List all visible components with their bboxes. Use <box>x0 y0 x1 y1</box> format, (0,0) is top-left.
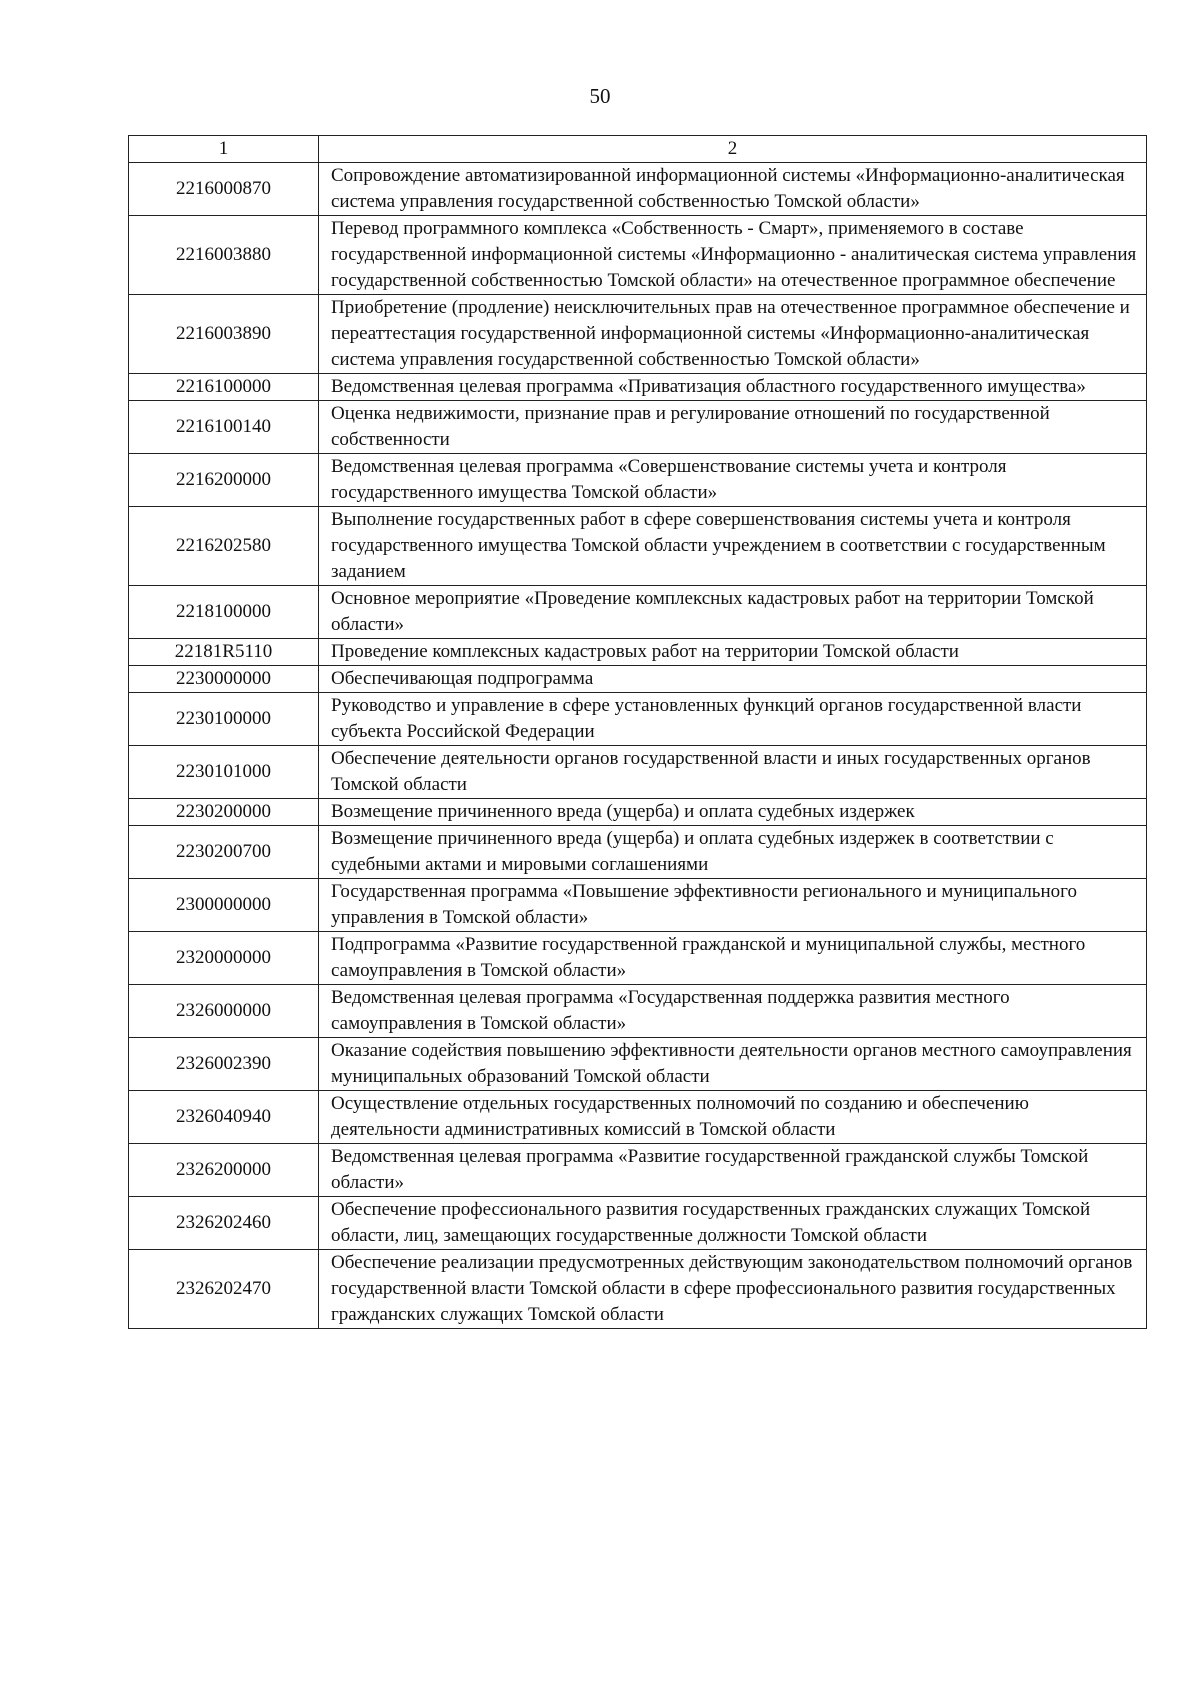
code-cell: 2326202470 <box>129 1250 319 1329</box>
table-row <box>129 879 1147 932</box>
code-cell: 2320000000 <box>129 932 319 985</box>
name-cell: Ведомственная целевая программа «Развитие государственной гражданской службы Томской области» <box>319 1144 1147 1197</box>
table-row <box>129 746 1147 799</box>
code-cell: 2326002390 <box>129 1038 319 1091</box>
name-cell: Руководство и управление в сфере установленных функций органов государственной власти субъекта Российской Федерации <box>319 693 1147 746</box>
table-row <box>129 799 1147 826</box>
table-row <box>129 401 1147 454</box>
name-cell: Проведение комплексных кадастровых работ на территории Томской области <box>319 639 1147 666</box>
name-cell: Оценка недвижимости, признание прав и регулирование отношений по государственной собственности <box>319 401 1147 454</box>
name-cell: Осуществление отдельных государственных полномочий по созданию и обеспечению деятельности административных комиссий в Томской области <box>319 1091 1147 1144</box>
column-header-name: 2 <box>319 136 1147 163</box>
table-row <box>129 826 1147 879</box>
code-cell: 2230000000 <box>129 666 319 693</box>
code-cell: 2216100000 <box>129 374 319 401</box>
name-cell: Обеспечение деятельности органов государственной власти и иных государственных органов Томской области <box>319 746 1147 799</box>
name-cell: Основное мероприятие «Проведение комплексных кадастровых работ на территории Томской области» <box>319 586 1147 639</box>
code-cell: 2230200000 <box>129 799 319 826</box>
name-cell: Ведомственная целевая программа «Приватизация областного государственного имущества» <box>319 374 1147 401</box>
table-body <box>129 163 1147 1329</box>
table-row <box>129 295 1147 374</box>
code-cell: 2216100140 <box>129 401 319 454</box>
code-cell: 2230200700 <box>129 826 319 879</box>
name-cell: Государственная программа «Повышение эффективности регионального и муниципального управления в Томской области» <box>319 879 1147 932</box>
name-cell: Выполнение государственных работ в сфере совершенствования системы учета и контроля государственного имущества Томской области учреждением в соответствии с государственным заданием <box>319 507 1147 586</box>
code-table <box>128 135 1147 1329</box>
code-cell: 2326000000 <box>129 985 319 1038</box>
table-row <box>129 1038 1147 1091</box>
table-row <box>129 216 1147 295</box>
page-number: 50 <box>589 84 611 108</box>
code-cell: 2326202460 <box>129 1197 319 1250</box>
table-row <box>129 932 1147 985</box>
table-row <box>129 639 1147 666</box>
name-cell: Подпрограмма «Развитие государственной гражданской и муниципальной службы, местного самоуправления в Томской области» <box>319 932 1147 985</box>
table-row <box>129 507 1147 586</box>
code-cell: 2300000000 <box>129 879 319 932</box>
code-cell: 2230101000 <box>129 746 319 799</box>
code-cell: 2326040940 <box>129 1091 319 1144</box>
name-cell: Сопровождение автоматизированной информационной системы «Информационно-аналитическая система управления государственной собственностью Томской области» <box>319 163 1147 216</box>
name-cell: Приобретение (продление) неисключительных прав на отечественное программное обеспечение и переаттестация государственной информационной системы «Информационно-аналитическая система управления государственной собственностью Томской области» <box>319 295 1147 374</box>
code-cell: 22181R5110 <box>129 639 319 666</box>
table-header-row <box>129 136 1147 163</box>
table-row <box>129 163 1147 216</box>
name-cell: Возмещение причиненного вреда (ущерба) и оплата судебных издержек <box>319 799 1147 826</box>
table-row <box>129 586 1147 639</box>
column-header-code: 1 <box>129 136 319 163</box>
code-cell: 2216202580 <box>129 507 319 586</box>
name-cell: Обеспечение реализации предусмотренных действующим законодательством полномочий органов государственной власти Томской области в сфере профессионального развития государственных гражданских служащих Томской области <box>319 1250 1147 1329</box>
table-row <box>129 666 1147 693</box>
code-cell: 2216003880 <box>129 216 319 295</box>
name-cell: Обеспечивающая подпрограмма <box>319 666 1147 693</box>
code-cell: 2216000870 <box>129 163 319 216</box>
code-cell: 2216003890 <box>129 295 319 374</box>
name-cell: Возмещение причиненного вреда (ущерба) и оплата судебных издержек в соответствии с судебными актами и мировыми соглашениями <box>319 826 1147 879</box>
code-cell: 2218100000 <box>129 586 319 639</box>
code-cell: 2230100000 <box>129 693 319 746</box>
table-row <box>129 693 1147 746</box>
name-cell: Ведомственная целевая программа «Государственная поддержка развития местного самоуправления в Томской области» <box>319 985 1147 1038</box>
table-row <box>129 1250 1147 1329</box>
table-row <box>129 454 1147 507</box>
table-row <box>129 985 1147 1038</box>
code-cell: 2216200000 <box>129 454 319 507</box>
name-cell: Ведомственная целевая программа «Совершенствование системы учета и контроля государственного имущества Томской области» <box>319 454 1147 507</box>
code-cell: 2326200000 <box>129 1144 319 1197</box>
table-row <box>129 1091 1147 1144</box>
name-cell: Оказание содействия повышению эффективности деятельности органов местного самоуправления муниципальных образований Томской области <box>319 1038 1147 1091</box>
table-row <box>129 1144 1147 1197</box>
table-row <box>129 374 1147 401</box>
name-cell: Перевод программного комплекса «Собственность - Смарт», применяемого в составе государственной информационной системы «Информационно - аналитическая система управления государственной собственностью Томской области» на отечественное программное обеспечение <box>319 216 1147 295</box>
table-row <box>129 1197 1147 1250</box>
name-cell: Обеспечение профессионального развития государственных гражданских служащих Томской области, лиц, замещающих государственные должности Томской области <box>319 1197 1147 1250</box>
